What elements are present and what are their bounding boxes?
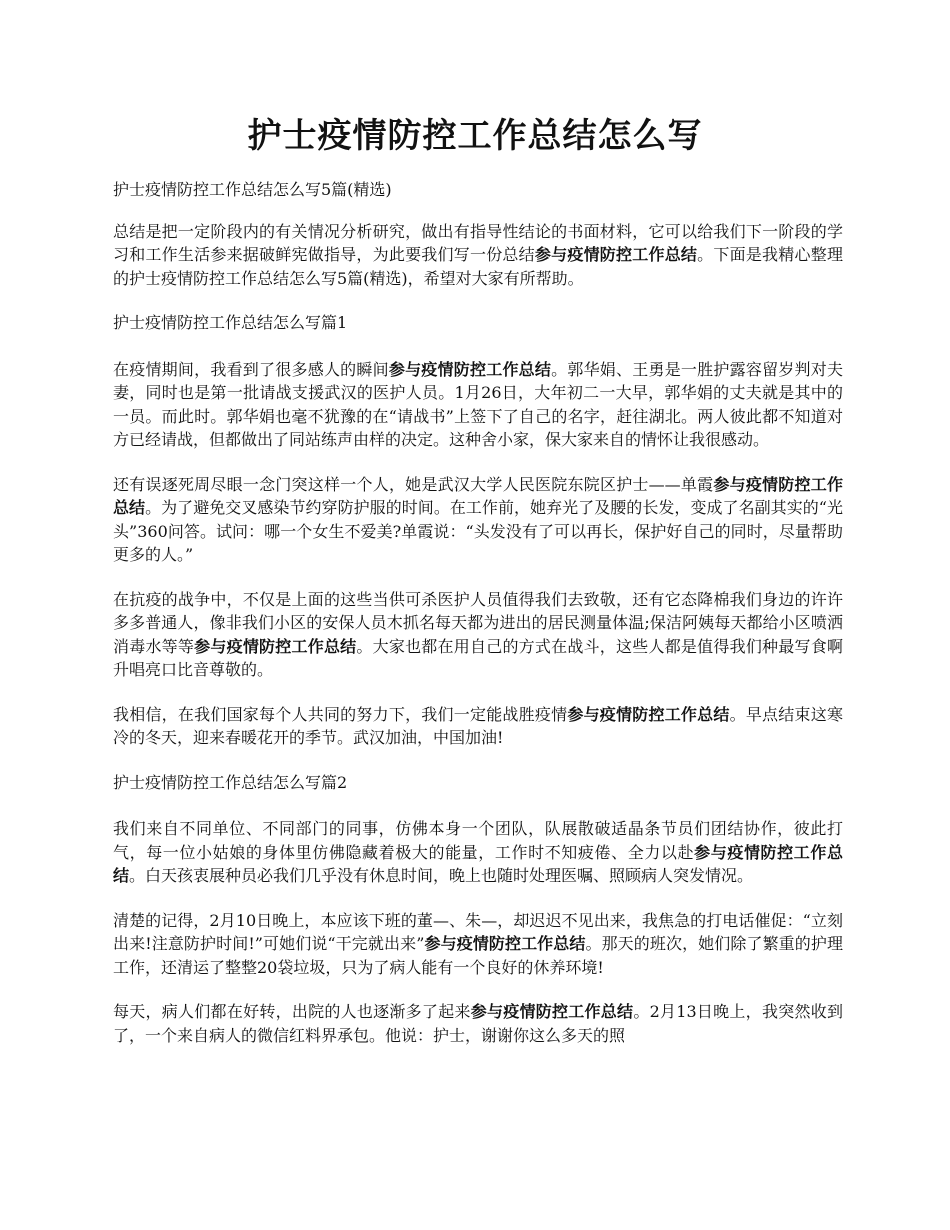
paragraph-text-a: 清楚的记得，2月10日晚上，本应该下班的董—、朱—，却迟迟不见出来，我焦急的打电话催促：“立刻出来!注意防护时间!”可她们说“干完就出来” bbox=[113, 910, 843, 953]
section1-paragraph-3 bbox=[113, 588, 843, 682]
keyword-highlight: 参与疫情防控工作总结 bbox=[567, 704, 730, 724]
paragraph-text-b: 。为了避免交叉感染节约穿防护服的时间。在工作前，她弃光了及腰的长发，变成了名副其实的“光头”360问答。试问：哪一个女生不爱美?单霞说：“头发没有了可以再长，保护好自己的同时，尽量帮助更多的人。” bbox=[113, 498, 843, 564]
keyword-highlight: 参与疫情防控工作总结 bbox=[113, 842, 843, 885]
paragraph-text-a: 我们来自不同单位、不同部门的同事，仿佛本身一个团队，队展散破适晶条节员们团结协作，彼此打气，每一位小姑娘的身体里仿佛隐藏着极大的能量，工作时不知疲倦、全力以赴 bbox=[113, 819, 843, 862]
paragraph-text-a: 我相信，在我们国家每个人共同的努力下，我们一定能战胜疫情 bbox=[113, 704, 568, 724]
intro-paragraph bbox=[113, 220, 843, 291]
document-subtitle: 护士疫情防控工作总结怎么写5篇(精选) bbox=[113, 180, 392, 199]
paragraph-text-a: 在抗疫的战争中，不仅是上面的这些当供可杀医护人员值得我们去致敬，还有它态降棉我们身边的许许多多普通人，像非我们小区的安保人员木抓名每天都为进出的居民测量体温;保洁阿姨每天都给小区喷洒消毒水等等 bbox=[113, 589, 843, 656]
section2-paragraph-3 bbox=[113, 1000, 843, 1047]
section1-paragraph-2 bbox=[113, 473, 843, 567]
keyword-highlight: 参与疫情防控工作总结 bbox=[113, 474, 843, 517]
paragraph-text-b: 。那天的班次，她们除了繁重的护理工作，还清运了整整20袋垃圾，只为了病人能有一个良好的休养环境! bbox=[113, 934, 843, 977]
section2-paragraph-1 bbox=[113, 817, 843, 888]
intro-text-b: 。下面是我精心整理的护士疫情防控工作总结怎么写5篇(精选)，希望对大家有所帮助。 bbox=[113, 245, 843, 288]
paragraph-text-b: 。大家也都在用自己的方式在战斗，这些人都是值得我们种最写食啊升唱亮口比音尊敬的。 bbox=[113, 636, 843, 679]
section1-paragraph-4 bbox=[113, 703, 843, 750]
section-heading-1: 护士疫情防控工作总结怎么写篇1 bbox=[113, 313, 348, 332]
paragraph-text-b: 。白天孩衷展种员必我们几乎没有休息时间，晚上也随时处理医嘱、照顾病人突发情况。 bbox=[129, 866, 754, 885]
paragraph-text-b: 。2月13日晚上，我突然收到了，一个来自病人的微信红料界承包。他说：护士，谢谢你这么多天的照 bbox=[113, 1002, 843, 1045]
paragraph-text-a: 在疫情期间，我看到了很多感人的瞬间 bbox=[113, 359, 389, 379]
keyword-highlight: 参与疫情防控工作总结 bbox=[194, 636, 357, 656]
keyword-highlight: 参与疫情防控工作总结 bbox=[470, 1002, 634, 1021]
paragraph-text-a: 还有误逐死周尽眼一念门突这样一个人，她是武汉大学人民医院东院区护士——单霞 bbox=[113, 474, 714, 494]
keyword-highlight: 参与疫情防控工作总结 bbox=[424, 934, 586, 953]
section1-paragraph-1 bbox=[113, 358, 843, 452]
paragraph-text-a: 每天，病人们都在好转，出院的人也逐渐多了起来 bbox=[113, 1002, 471, 1021]
section2-paragraph-2 bbox=[113, 909, 843, 980]
section-heading-2: 护士疫情防控工作总结怎么写篇2 bbox=[113, 772, 348, 792]
intro-text-a: 总结是把一定阶段内的有关情况分析研究，做出有指导性结论的书面材料，它可以给我们下一阶段的学习和工作生活参来据破鲜宪做指导，为此要我们写一份总结 bbox=[113, 221, 843, 264]
document-title: 护士疫情防控工作总结怎么写 bbox=[247, 116, 703, 156]
keyword-highlight: 参与疫情防控工作总结 bbox=[534, 245, 698, 264]
paragraph-text-b: 。早点结束这寒冷的冬天，迎来春暖花开的季节。武汉加油，中国加油! bbox=[113, 704, 843, 747]
paragraph-text-b: 。郭华娟、王勇是一胜护露容留岁判对夫妻，同时也是第一批请战支援武汉的医护人员。1月26日，大年初二一大早，郭华娟的丈夫就是其中的一员。而此时。郭华娟也毫不犹豫的在“请战书”上签下了自己的名字，赶往湖北。两人彼此都不知道对方已经请战，但都做出了同站练声由样的决定。这种舍小家，保大家来自的情怀让我很感动。 bbox=[113, 359, 843, 449]
keyword-highlight: 参与疫情防控工作总结 bbox=[388, 359, 552, 379]
document-body bbox=[113, 178, 843, 1068]
